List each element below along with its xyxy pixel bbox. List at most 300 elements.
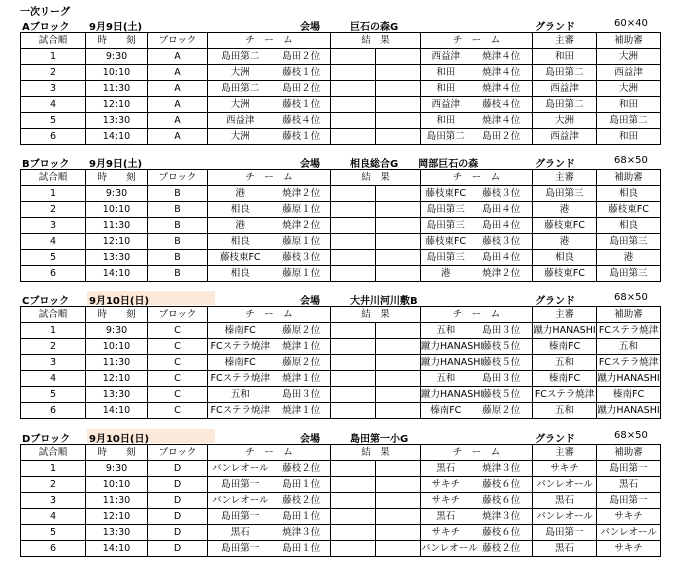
team2-name: 五和 — [421, 371, 471, 387]
team2-name: 黒石 — [421, 509, 471, 525]
assistant-referee: 相良 — [597, 218, 661, 234]
venue-label: 会場 — [300, 22, 320, 33]
table-row — [21, 234, 661, 250]
team1-rank: 藤原１位 — [273, 266, 331, 282]
table-header-row — [21, 170, 661, 186]
time-header: 時 刻 — [86, 33, 148, 49]
referee-header: 主審 — [533, 307, 597, 323]
team1-rank: 藤原１位 — [273, 202, 331, 218]
match-time: 14:10 — [86, 541, 148, 557]
match-block: B — [148, 234, 208, 250]
result-right — [376, 49, 421, 65]
match-block: A — [148, 65, 208, 81]
result-left — [331, 218, 376, 234]
match-no: 2 — [21, 339, 86, 355]
result-left — [331, 477, 376, 493]
match-no: 1 — [21, 49, 86, 65]
block-name: Dブロック — [22, 434, 71, 445]
match-time: 10:10 — [86, 65, 148, 81]
match-no: 3 — [21, 355, 86, 371]
team2-rank: 焼津３位 — [471, 509, 533, 525]
team1-rank: 島田１位 — [273, 477, 331, 493]
block-date: 9月9日(土) — [89, 22, 143, 33]
block-header-cell: ブロック — [148, 307, 208, 323]
match-block: A — [148, 97, 208, 113]
team1-name: 島田第一 — [208, 541, 273, 557]
team2-name: 蹴力HANASHI — [421, 339, 471, 355]
team2-name: 西益津 — [421, 49, 471, 65]
team2-rank: 島田２位 — [471, 129, 533, 145]
match-time: 9:30 — [86, 461, 148, 477]
assistant-referee: 港 — [597, 250, 661, 266]
match-no: 5 — [21, 525, 86, 541]
result-right — [376, 339, 421, 355]
block-name: Aブロック — [22, 22, 70, 33]
team1-name: 黒石 — [208, 525, 273, 541]
team2-name: バンレオール — [421, 541, 471, 557]
result-header: 結 果 — [331, 170, 421, 186]
team1-name: 大洲 — [208, 65, 273, 81]
referee: 藤枝東FC — [533, 218, 597, 234]
block-name: Cブロック — [22, 296, 70, 307]
table-row — [21, 493, 661, 509]
result-header: 結 果 — [331, 33, 421, 49]
match-no: 6 — [21, 541, 86, 557]
result-right — [376, 218, 421, 234]
match-time: 9:30 — [86, 323, 148, 339]
table-row — [21, 49, 661, 65]
match-time: 10:10 — [86, 202, 148, 218]
match-block: D — [148, 461, 208, 477]
table-row — [21, 113, 661, 129]
match-no: 3 — [21, 493, 86, 509]
match-no: 4 — [21, 234, 86, 250]
result-right — [376, 387, 421, 403]
schedule-table — [20, 444, 661, 557]
assistant-referee: 大洲 — [597, 49, 661, 65]
match-no: 4 — [21, 509, 86, 525]
table-header-row — [21, 307, 661, 323]
team2-rank: 島田４位 — [471, 202, 533, 218]
match-block: D — [148, 493, 208, 509]
result-right — [376, 509, 421, 525]
venue-name: 巨石の森G — [350, 22, 399, 33]
match-block: D — [148, 477, 208, 493]
referee: 西益津 — [533, 129, 597, 145]
team1-rank: 藤原２位 — [273, 323, 331, 339]
team2-rank: 焼津４位 — [471, 65, 533, 81]
match-no: 5 — [21, 387, 86, 403]
match-time: 13:30 — [86, 250, 148, 266]
venue-label: 会場 — [300, 296, 320, 307]
result-left — [331, 81, 376, 97]
table-row — [21, 186, 661, 202]
result-right — [376, 371, 421, 387]
team2-name: 島田第二 — [421, 129, 471, 145]
match-block: A — [148, 81, 208, 97]
match-no: 6 — [21, 129, 86, 145]
block-header-cell: ブロック — [148, 33, 208, 49]
team1-name: 港 — [208, 186, 273, 202]
assistant-referee: 和田 — [597, 129, 661, 145]
result-left — [331, 323, 376, 339]
team2-name: 和田 — [421, 113, 471, 129]
team1-name: 島田第二 — [208, 49, 273, 65]
match-block: C — [148, 323, 208, 339]
assistant-referee: FCステラ焼津 — [597, 323, 661, 339]
team1-name: FCステラ焼津 — [208, 371, 273, 387]
match-time: 13:30 — [86, 525, 148, 541]
venue-name: 大井川河川敷B — [350, 296, 418, 307]
result-header: 結 果 — [331, 445, 421, 461]
result-right — [376, 97, 421, 113]
referee: 島田第二 — [533, 65, 597, 81]
table-row — [21, 323, 661, 339]
match-order-header: 試合順 — [21, 445, 86, 461]
match-block: D — [148, 541, 208, 557]
ground-size: 68×50 — [614, 292, 648, 303]
team1-name: 榛南FC — [208, 355, 273, 371]
match-time: 12:10 — [86, 371, 148, 387]
team2-rank: 藤枝５位 — [471, 339, 533, 355]
team1-rank: 焼津１位 — [273, 371, 331, 387]
result-left — [331, 509, 376, 525]
team2-rank: 藤枝２位 — [471, 541, 533, 557]
team2-rank: 島田３位 — [471, 323, 533, 339]
team1-name: 藤枝東FC — [208, 250, 273, 266]
match-order-header: 試合順 — [21, 33, 86, 49]
assistant-referee: 和田 — [597, 97, 661, 113]
match-block: C — [148, 355, 208, 371]
time-header: 時 刻 — [86, 445, 148, 461]
time-header: 時 刻 — [86, 307, 148, 323]
schedule-table — [20, 306, 661, 419]
team1-rank: 焼津１位 — [273, 403, 331, 419]
assistant-referee: 島田第一 — [597, 493, 661, 509]
team1-name: 五和 — [208, 387, 273, 403]
referee-header: 主審 — [533, 33, 597, 49]
match-time: 11:30 — [86, 218, 148, 234]
team1-rank: 焼津２位 — [273, 218, 331, 234]
block-header-cell: ブロック — [148, 445, 208, 461]
referee: 島田第二 — [533, 97, 597, 113]
team2-name: 五和 — [421, 323, 471, 339]
result-right — [376, 477, 421, 493]
assistant-referee: 相良 — [597, 186, 661, 202]
team2-name: 島田第三 — [421, 202, 471, 218]
match-block: A — [148, 113, 208, 129]
match-time: 9:30 — [86, 49, 148, 65]
team2-name: サキチ — [421, 525, 471, 541]
assistant-referee: 島田第三 — [597, 234, 661, 250]
result-left — [331, 250, 376, 266]
team2-name: 島田第三 — [421, 218, 471, 234]
block-name: Bブロック — [22, 159, 70, 170]
match-time: 14:10 — [86, 403, 148, 419]
team2-rank: 焼津３位 — [471, 461, 533, 477]
team2-name: 蹴力HANASHI — [421, 355, 471, 371]
team2-name: 島田第三 — [421, 250, 471, 266]
team2-rank: 藤原２位 — [471, 403, 533, 419]
assistant-referee: 島田第二 — [597, 113, 661, 129]
team2-rank: 焼津４位 — [471, 81, 533, 97]
table-row — [21, 509, 661, 525]
result-right — [376, 355, 421, 371]
referee: 港 — [533, 202, 597, 218]
team1-rank: 島田２位 — [273, 81, 331, 97]
team2-name: 和田 — [421, 65, 471, 81]
team1-name: 相良 — [208, 234, 273, 250]
table-row — [21, 477, 661, 493]
referee: 大洲 — [533, 113, 597, 129]
team2-name: 港 — [421, 266, 471, 282]
match-no: 4 — [21, 371, 86, 387]
match-time: 12:10 — [86, 509, 148, 525]
team1-rank: 焼津２位 — [273, 186, 331, 202]
schedule-table — [20, 169, 661, 282]
result-left — [331, 65, 376, 81]
block-header — [20, 154, 660, 169]
team2-rank: 藤枝５位 — [471, 355, 533, 371]
match-block: A — [148, 129, 208, 145]
referee: 蹴力HANASHI — [533, 323, 597, 339]
team2-rank: 焼津４位 — [471, 113, 533, 129]
result-left — [331, 493, 376, 509]
result-left — [331, 387, 376, 403]
match-time: 12:10 — [86, 97, 148, 113]
assistant-referee: 大洲 — [597, 81, 661, 97]
result-right — [376, 202, 421, 218]
result-right — [376, 234, 421, 250]
assistant-referee: 黒石 — [597, 477, 661, 493]
team2-name: 榛南FC — [421, 403, 471, 419]
team1-rank: 焼津３位 — [273, 525, 331, 541]
match-block: B — [148, 186, 208, 202]
team-header: チ ー ム — [208, 445, 331, 461]
referee: 榛南FC — [533, 339, 597, 355]
team2-rank: 藤枝４位 — [471, 97, 533, 113]
match-no: 2 — [21, 65, 86, 81]
time-header: 時 刻 — [86, 170, 148, 186]
assistant-referee: 藤枝東FC — [597, 202, 661, 218]
team1-name: 大洲 — [208, 97, 273, 113]
match-no: 3 — [21, 81, 86, 97]
team1-name: バンレオール — [208, 461, 273, 477]
team2-name: サキチ — [421, 493, 471, 509]
result-right — [376, 403, 421, 419]
table-row — [21, 525, 661, 541]
block-date: 9月10日(日) — [87, 291, 215, 305]
match-no: 2 — [21, 477, 86, 493]
team2-rank: 島田４位 — [471, 250, 533, 266]
result-left — [331, 113, 376, 129]
match-time: 14:10 — [86, 266, 148, 282]
result-left — [331, 186, 376, 202]
ground-size: 60×40 — [614, 18, 648, 29]
ground-size: 68×50 — [614, 430, 648, 441]
result-right — [376, 81, 421, 97]
team1-name: 島田第二 — [208, 81, 273, 97]
table-row — [21, 266, 661, 282]
match-no: 5 — [21, 113, 86, 129]
assistant-referee: 五和 — [597, 339, 661, 355]
referee: 五和 — [533, 355, 597, 371]
table-row — [21, 541, 661, 557]
team1-rank: 藤枝２位 — [273, 493, 331, 509]
match-time: 11:30 — [86, 493, 148, 509]
match-no: 1 — [21, 186, 86, 202]
team1-rank: 藤原１位 — [273, 234, 331, 250]
team1-rank: 藤枝１位 — [273, 129, 331, 145]
block-section — [20, 291, 660, 419]
team2-rank: 島田４位 — [471, 218, 533, 234]
team-header: チ ー ム — [421, 307, 533, 323]
team-header: チ ー ム — [208, 307, 331, 323]
team1-name: バンレオール — [208, 493, 273, 509]
team1-rank: 島田２位 — [273, 49, 331, 65]
result-right — [376, 525, 421, 541]
assistant-referee: 島田第一 — [597, 461, 661, 477]
team1-name: 相良 — [208, 266, 273, 282]
match-time: 11:30 — [86, 81, 148, 97]
assistant-referee: 蹴力HANASHI — [597, 371, 661, 387]
referee: バンレオール — [533, 509, 597, 525]
match-time: 9:30 — [86, 186, 148, 202]
ground-size: 68×50 — [614, 155, 648, 166]
table-row — [21, 129, 661, 145]
result-header: 結 果 — [331, 307, 421, 323]
result-left — [331, 403, 376, 419]
assistant-referee: 西益津 — [597, 65, 661, 81]
ground-label: グランド — [535, 22, 575, 33]
assistant-referee: FCステラ焼津 — [597, 355, 661, 371]
team1-name: FCステラ焼津 — [208, 339, 273, 355]
team1-name: 島田第一 — [208, 477, 273, 493]
match-no: 5 — [21, 250, 86, 266]
match-time: 13:30 — [86, 387, 148, 403]
block-header — [20, 429, 660, 444]
referee: 相良 — [533, 250, 597, 266]
result-right — [376, 129, 421, 145]
team1-rank: 島田３位 — [273, 387, 331, 403]
referee: サキチ — [533, 461, 597, 477]
match-block: D — [148, 525, 208, 541]
block-section — [20, 429, 660, 557]
team1-name: 西益津 — [208, 113, 273, 129]
ground-label: グランド — [535, 296, 575, 307]
match-time: 10:10 — [86, 477, 148, 493]
table-row — [21, 461, 661, 477]
table-row — [21, 403, 661, 419]
table-row — [21, 355, 661, 371]
team-header: チ ー ム — [421, 33, 533, 49]
team1-name: 港 — [208, 218, 273, 234]
result-left — [331, 234, 376, 250]
result-left — [331, 525, 376, 541]
table-row — [21, 97, 661, 113]
referee: 港 — [533, 234, 597, 250]
assistant-referee: 島田第三 — [597, 266, 661, 282]
assistant-referee: 榛南FC — [597, 387, 661, 403]
match-block: B — [148, 218, 208, 234]
team1-rank: 藤枝３位 — [273, 250, 331, 266]
referee: FCステラ焼津 — [533, 387, 597, 403]
table-row — [21, 218, 661, 234]
match-block: B — [148, 266, 208, 282]
assistant-referee: 蹴力HANASHI — [597, 403, 661, 419]
result-left — [331, 355, 376, 371]
table-row — [21, 202, 661, 218]
team-header: チ ー ム — [421, 445, 533, 461]
match-time: 11:30 — [86, 355, 148, 371]
venue-label: 会場 — [300, 159, 320, 170]
table-row — [21, 339, 661, 355]
team2-rank: 島田３位 — [471, 371, 533, 387]
schedule-table — [20, 32, 661, 145]
team2-name: 黒石 — [421, 461, 471, 477]
referee: バンレオール — [533, 477, 597, 493]
venue-name: 相良総合G 岡部巨石の森 — [350, 159, 479, 170]
match-block: A — [148, 49, 208, 65]
result-right — [376, 186, 421, 202]
referee-header: 主審 — [533, 445, 597, 461]
match-order-header: 試合順 — [21, 307, 86, 323]
team1-rank: 藤枝１位 — [273, 97, 331, 113]
block-header — [20, 17, 660, 32]
referee: 榛南FC — [533, 371, 597, 387]
team1-rank: 藤原２位 — [273, 355, 331, 371]
assistant-header: 補助審 — [597, 445, 661, 461]
team2-rank: 焼津２位 — [471, 266, 533, 282]
result-right — [376, 493, 421, 509]
referee: 島田第三 — [533, 186, 597, 202]
result-left — [331, 371, 376, 387]
referee: 西益津 — [533, 81, 597, 97]
result-left — [331, 339, 376, 355]
match-time: 10:10 — [86, 339, 148, 355]
match-no: 2 — [21, 202, 86, 218]
result-right — [376, 461, 421, 477]
assistant-referee: サキチ — [597, 509, 661, 525]
team1-name: 島田第一 — [208, 509, 273, 525]
result-right — [376, 323, 421, 339]
team1-rank: 焼津１位 — [273, 339, 331, 355]
match-block: C — [148, 403, 208, 419]
match-no: 6 — [21, 266, 86, 282]
match-no: 1 — [21, 323, 86, 339]
block-section — [20, 17, 660, 145]
block-date: 9月9日(土) — [89, 159, 143, 170]
team2-rank: 焼津４位 — [471, 49, 533, 65]
team-header: チ ー ム — [421, 170, 533, 186]
match-block: C — [148, 387, 208, 403]
referee: 藤枝東FC — [533, 266, 597, 282]
result-left — [331, 129, 376, 145]
team2-rank: 藤枝５位 — [471, 387, 533, 403]
table-header-row — [21, 33, 661, 49]
ground-label: グランド — [535, 434, 575, 445]
team2-name: 藤枝東FC — [421, 186, 471, 202]
block-header — [20, 291, 660, 306]
match-order-header: 試合順 — [21, 170, 86, 186]
team2-rank: 藤枝６位 — [471, 525, 533, 541]
team2-name: 蹴力HANASHI — [421, 387, 471, 403]
team-header: チ ー ム — [208, 33, 331, 49]
assistant-referee: バンレオール — [597, 525, 661, 541]
result-left — [331, 461, 376, 477]
match-no: 6 — [21, 403, 86, 419]
referee-header: 主審 — [533, 170, 597, 186]
